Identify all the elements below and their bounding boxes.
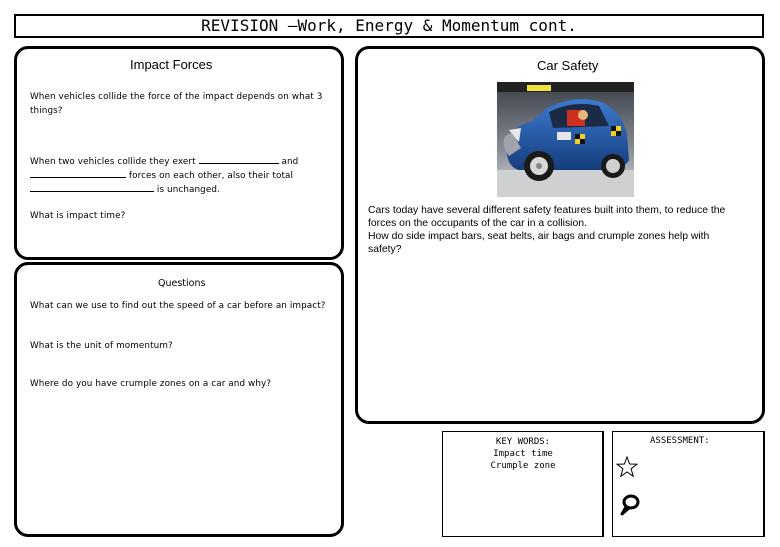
impact-forces-heading: Impact Forces: [130, 57, 213, 72]
key-word: Impact time: [493, 449, 553, 459]
car-safety-text-line: Cars today have several different safety features built into them, to reduce the: [368, 205, 726, 216]
key-word: Crumple zone: [490, 461, 556, 471]
impact-question-1-line-1: When vehicles collide the force of the impact depends on what 3: [30, 92, 323, 102]
speech-bubble-icon: [618, 493, 642, 517]
key-words-list: [470, 436, 576, 472]
impact-question-2-line-3: [30, 183, 220, 197]
impact-question-2-text-d: is unchanged.: [156, 185, 220, 195]
question-item: What can we use to find out the speed of a car before an impact?: [30, 301, 326, 311]
car-crash-photo: [497, 82, 634, 197]
questions-heading: Questions: [158, 278, 206, 289]
impact-question-2-line-2: [30, 169, 293, 183]
car-safety-text-line: How do side impact bars, seat belts, air bags and crumple zones help with: [368, 231, 710, 242]
key-words-label: KEY WORDS:: [495, 437, 551, 447]
impact-question-1-line-2: things?: [30, 106, 63, 116]
impact-question-2-text-a: When two vehicles collide they exert: [30, 157, 196, 167]
impact-question-2-line-1: [30, 155, 298, 169]
car-safety-heading: Car Safety: [537, 58, 599, 73]
impact-forces-panel: [14, 46, 344, 260]
car-safety-text-line: forces on the occupants of the car in a collision.: [368, 218, 587, 229]
impact-question-2-text-b: and: [281, 157, 299, 167]
answer-blank[interactable]: [30, 183, 154, 192]
impact-question-2-text-c: forces on each other, also their total: [128, 171, 294, 181]
assessment-label: ASSESSMENT:: [650, 436, 710, 446]
answer-blank[interactable]: [30, 169, 126, 178]
answer-blank[interactable]: [199, 155, 279, 164]
car-safety-text-line: safety?: [368, 244, 402, 255]
assessment-box: [612, 431, 765, 537]
star-icon: [616, 456, 638, 478]
car-safety-text: [368, 204, 753, 256]
impact-question-3: What is impact time?: [30, 211, 126, 221]
page-title: REVISION –Work, Energy & Momentum cont.: [14, 14, 764, 38]
question-item: Where do you have crumple zones on a car and why?: [30, 379, 272, 389]
question-item: What is the unit of momentum?: [30, 341, 173, 351]
